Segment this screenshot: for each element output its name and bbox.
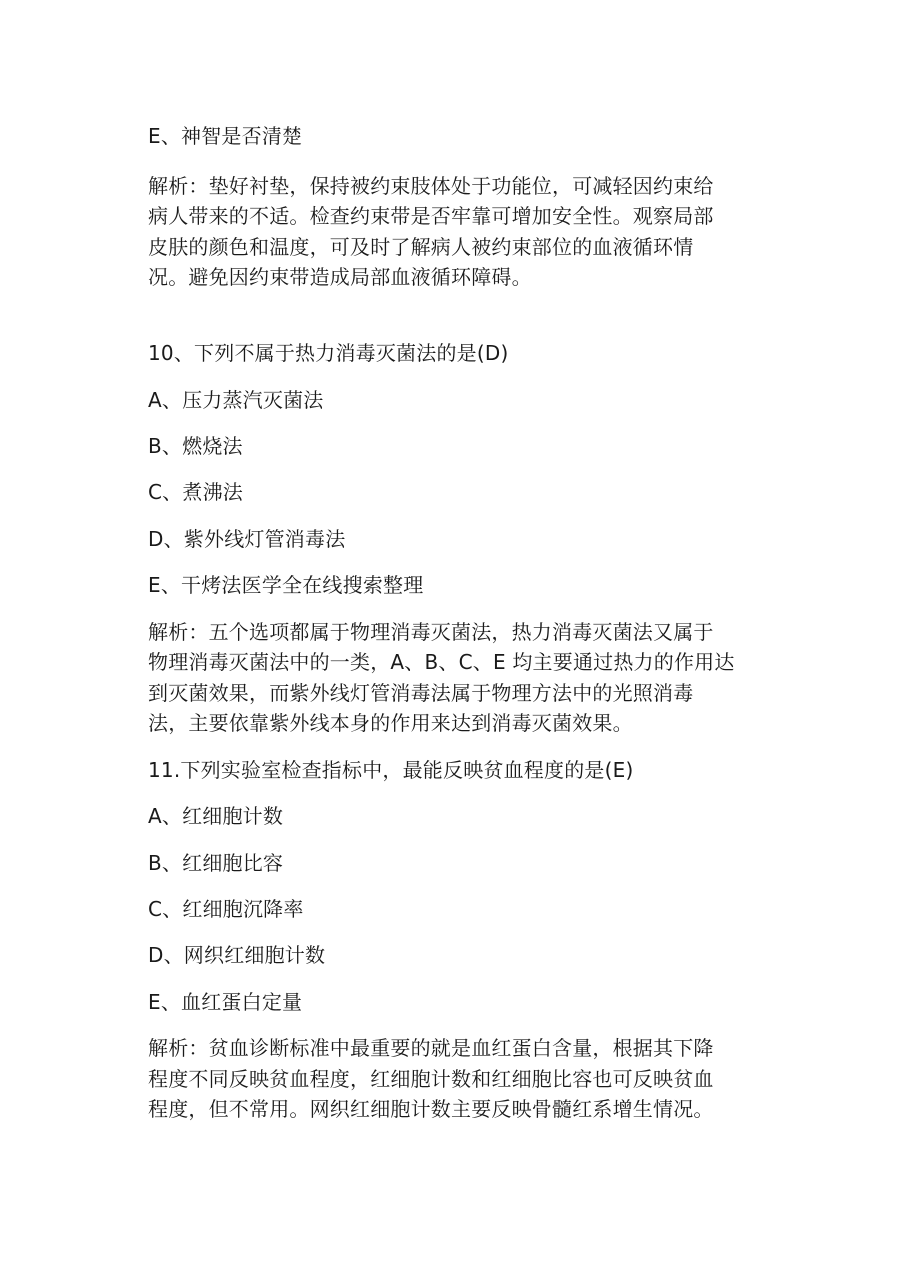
q9-analysis-line-3: 皮肤的颜色和温度，可及时了解病人被约束部位的血液循环情	[148, 235, 694, 259]
q10-analysis-line-2: 物理消毒灭菌法中的一类，A、B、C、E 均主要通过热力的作用达	[148, 650, 735, 674]
q10-analysis-line-4: 法，主要依靠紫外线本身的作用来达到消毒灭菌效果。	[148, 711, 633, 735]
q10-analysis-line-1: 解析：五个选项都属于物理消毒灭菌法，热力消毒灭菌法又属于	[148, 620, 714, 644]
q10-analysis-line-3: 到灭菌效果，而紫外线灯管消毒法属于物理方法中的光照消毒	[148, 681, 694, 705]
q10-option-d: D、紫外线灯管消毒法	[148, 527, 346, 551]
q11-option-c: C、红细胞沉降率	[148, 897, 304, 921]
q11-analysis-line-3: 程度，但不常用。网织红细胞计数主要反映骨髓红系增生情况。	[148, 1097, 714, 1121]
q10-option-c: C、煮沸法	[148, 480, 243, 504]
q10-option-b: B、燃烧法	[148, 434, 243, 458]
q10-option-e: E、干烤法医学全在线搜索整理	[148, 573, 424, 597]
q9-analysis-line-1: 解析：垫好衬垫，保持被约束肢体处于功能位，可减轻因约束给	[148, 174, 714, 198]
q11-option-a: A、红细胞计数	[148, 804, 284, 828]
q11-analysis-line-2: 程度不同反映贫血程度，红细胞计数和红细胞比容也可反映贫血	[148, 1067, 714, 1091]
q10-question: 10、下列不属于热力消毒灭菌法的是(D)	[148, 341, 509, 365]
q11-option-d: D、网织红细胞计数	[148, 943, 326, 967]
q10-option-a: A、压力蒸汽灭菌法	[148, 388, 324, 412]
q9-analysis-line-4: 况。避免因约束带造成局部血液循环障碍。	[148, 265, 532, 289]
q9-analysis-line-2: 病人带来的不适。检查约束带是否牢靠可增加安全性。观察局部	[148, 204, 714, 228]
q11-question: 11.下列实验室检查指标中，最能反映贫血程度的是(E)	[148, 758, 634, 782]
q11-option-e: E、血红蛋白定量	[148, 990, 303, 1014]
q11-option-b: B、红细胞比容	[148, 851, 284, 875]
q11-analysis-line-1: 解析：贫血诊断标准中最重要的就是血红蛋白含量，根据其下降	[148, 1036, 714, 1060]
q9-option-e: E、神智是否清楚	[148, 124, 303, 148]
